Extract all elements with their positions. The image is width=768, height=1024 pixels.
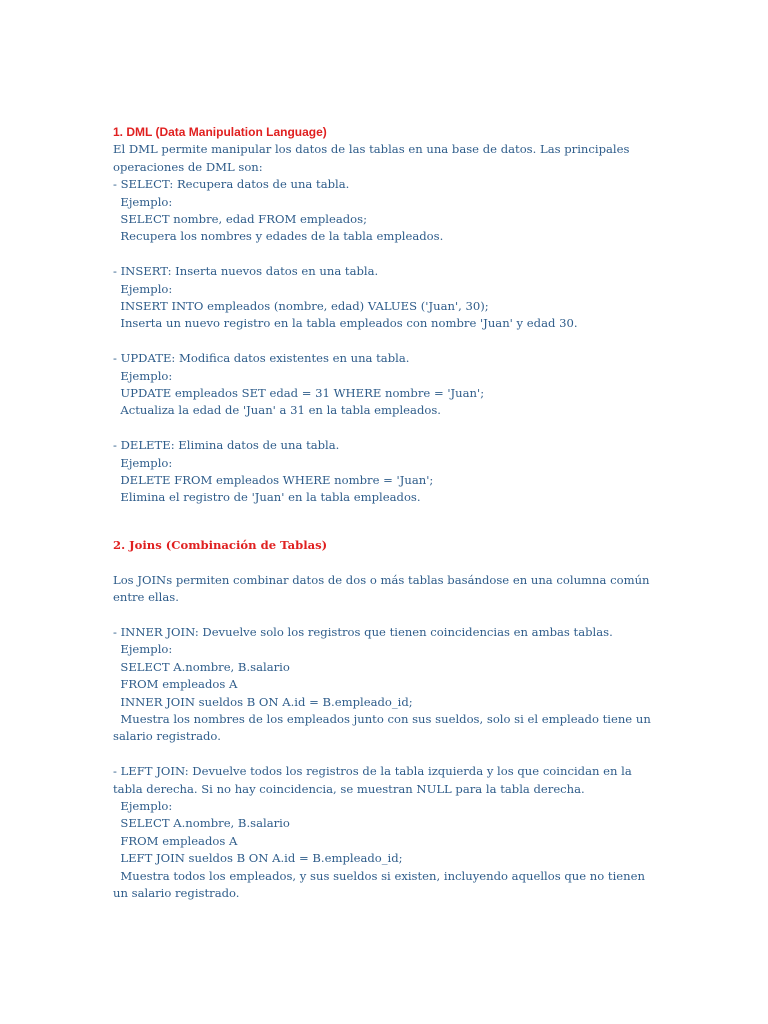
section-1-title: 1. DML (Data Manipulation Language) [113,125,327,139]
delete-example-label: Ejemplo: [113,455,173,470]
document-body [113,124,661,902]
spacer [113,746,661,763]
section-1-intro: El DML permite manipular los datos de las tablas en una base de datos. Las principales operaciones de DML son: [113,142,634,174]
insert-example-label: Ejemplo: [113,281,173,296]
select-description: - SELECT: Recupera datos de una tabla. [113,177,350,192]
section-2-title: 2. Joins (Combinación de Tablas) [113,537,328,552]
inner-join-code-line: SELECT A.nombre, B.salario [113,659,290,674]
spacer [113,333,661,350]
left-join-code-line: FROM empleados A [113,833,238,848]
insert-code: INSERT INTO empleados (nombre, edad) VALUES ('Juan', 30); [113,299,489,314]
left-join-explanation: Muestra todos los empleados, y sus sueldos si existen, incluyendo aquellos que no tienen un salario registrado. [113,868,649,900]
spacer [113,507,661,537]
inner-join-code-line: INNER JOIN sueldos B ON A.id = B.empleado_id; [113,694,413,709]
delete-explanation: Elimina el registro de 'Juan' en la tabla empleados. [113,490,421,505]
spacer [113,420,661,437]
inner-join-description: - INNER JOIN: Devuelve solo los registros que tienen coincidencias en ambas tablas. [113,624,613,639]
left-join-description: - LEFT JOIN: Devuelve todos los registros de la tabla izquierda y los que coincidan en la tabla derecha. Si no hay coincidencia, se muestran NULL para la tabla derecha. [113,764,636,796]
section-2-intro: Los JOINs permiten combinar datos de dos o más tablas basándose en una columna común entre ellas. [113,572,654,605]
delete-description: - DELETE: Elimina datos de una tabla. [113,438,340,453]
update-explanation: Actualiza la edad de 'Juan' a 31 en la tabla empleados. [113,403,441,418]
delete-code: DELETE FROM empleados WHERE nombre = 'Juan'; [113,473,434,488]
update-code: UPDATE empleados SET edad = 31 WHERE nombre = 'Juan'; [113,386,485,401]
insert-explanation: Inserta un nuevo registro en la tabla empleados con nombre 'Juan' y edad 30. [113,316,578,331]
inner-join-explanation: Muestra los nombres de los empleados junto con sus sueldos, solo si el empleado tiene un salario registrado. [113,711,655,744]
spacer [113,607,661,624]
left-join-code-line: SELECT A.nombre, B.salario [113,816,290,831]
insert-description: - INSERT: Inserta nuevos datos en una tabla. [113,264,379,279]
left-join-example-label: Ejemplo: [113,798,173,813]
inner-join-example-label: Ejemplo: [113,642,173,657]
update-description: - UPDATE: Modifica datos existentes en una tabla. [113,351,410,366]
select-explanation: Recupera los nombres y edades de la tabla empleados. [113,229,444,244]
spacer [113,554,661,571]
update-example-label: Ejemplo: [113,368,173,383]
select-code: SELECT nombre, edad FROM empleados; [113,212,368,227]
left-join-code-line: LEFT JOIN sueldos B ON A.id = B.empleado_id; [113,851,403,866]
spacer [113,246,661,263]
select-example-label: Ejemplo: [113,194,173,209]
inner-join-code-line: FROM empleados A [113,677,238,692]
